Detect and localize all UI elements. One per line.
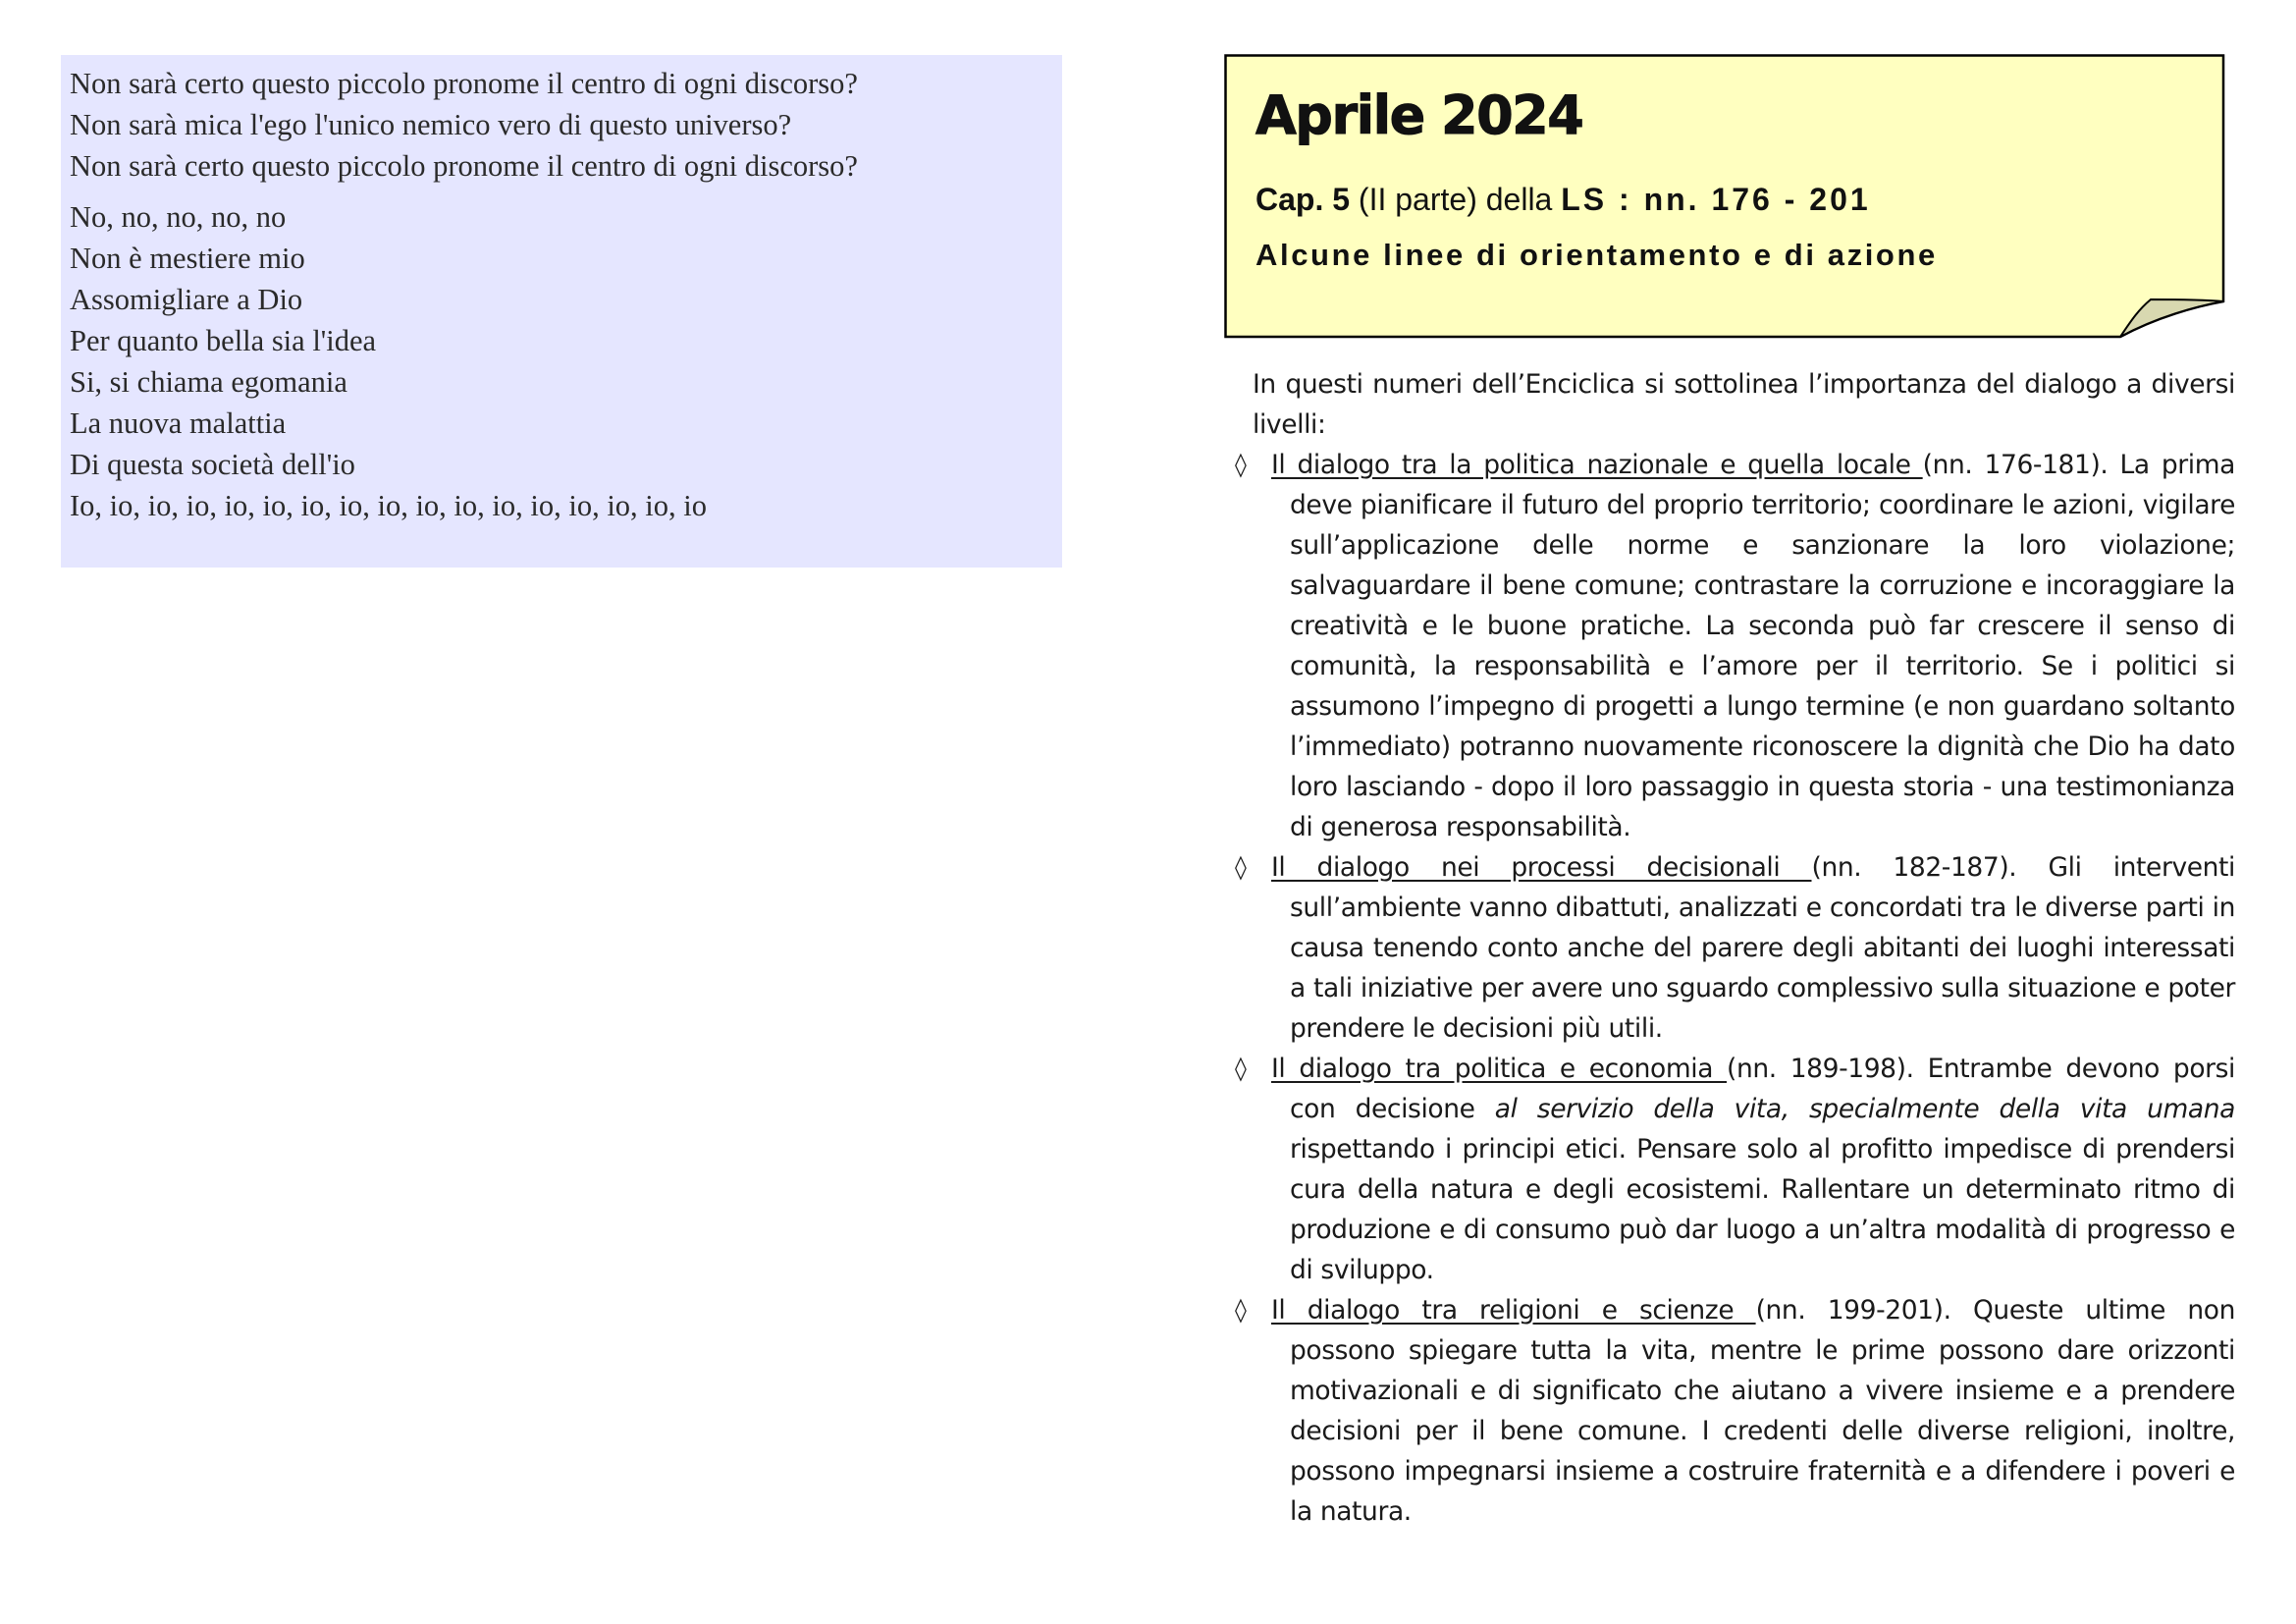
- lyrics-line: No, no, no, no, no: [70, 200, 287, 234]
- item-topic: Il dialogo tra la politica nazionale e quella locale: [1271, 450, 1923, 480]
- item-topic: Il dialogo tra politica e economia: [1271, 1054, 1728, 1084]
- item-first-line: [1271, 445, 2235, 485]
- lyrics-line: Assomigliare a Dio: [70, 283, 303, 316]
- item-topic: Il dialogo nei processi decisionali: [1271, 852, 1812, 883]
- item-ref: (nn. 199-201). Queste ultime non: [1755, 1295, 2235, 1326]
- lyrics-stanza-2: [70, 196, 1062, 526]
- item-ref: (nn. 182-187). Gli interventi: [1811, 852, 2235, 883]
- item-text: rispettando i principi etici. Pensare solo al profitto impedisce di prendersi cura della natura e degli ecosistemi. Rallentare un determinato ritmo di produzione e di consumo può dar luogo a un’altra modalità di progresso e di sviluppo.: [1290, 1134, 2235, 1285]
- lyrics-line: Non sarà certo questo piccolo pronome il centro di ogni discorso?: [70, 149, 858, 183]
- item-ref: (nn. 176-181). La prima: [1922, 450, 2236, 480]
- item-text-italic: al servizio della vita, specialmente della vita umana: [1494, 1094, 2236, 1124]
- article-body: [1235, 364, 2236, 1532]
- lyrics-line: Di questa società dell'io: [70, 448, 355, 481]
- item-text: deve pianificare il futuro del proprio territorio; coordinare le azioni, vigilare sull’applicazione delle norme e sanzionare la loro violazione; salvaguardare il bene comune; contrastare la corruzione e incoraggiare la creatività e le buone pratiche. La seconda può far crescere il senso di comunità, la responsabilità e l’amore per il territorio. Se i politici si assumono l’impegno di progetti a lungo termine (e non guardano soltanto l’immediato) potranno nuovamente riconoscere la dignità che Dio ha dato loro lasciando - dopo il loro passaggio in questa storia - una testimonianza di generosa responsabilità.: [1290, 490, 2235, 842]
- list-item: [1235, 1049, 2236, 1290]
- lyrics-line: Si, si chiama egomania: [70, 365, 347, 399]
- item-text: possono spiegare tutta la vita, mentre le prime possono dare orizzonti motivazionali e di significato che aiutano a vivere insieme e a prendere decisioni per il bene comune. I credenti delle diverse religioni, inoltre, possono impegnarsi insieme a costruire fraternità e a difendere i poveri e la natura.: [1290, 1335, 2235, 1527]
- lyrics-line: La nuova malattia: [70, 406, 287, 440]
- diamond-bullet-icon: ◊: [1235, 1296, 1247, 1324]
- lyrics-line: Non sarà certo questo piccolo pronome il centro di ogni discorso?: [70, 67, 858, 100]
- diamond-bullet-icon: ◊: [1235, 451, 1247, 478]
- list-item: [1235, 1290, 2235, 1532]
- header-note: [1224, 54, 2227, 339]
- intro-paragraph: In questi numeri dell’Enciclica si sottolinea l’importanza del dialogo a diversi livelli:: [1253, 369, 2235, 440]
- page-title: Aprile 2024: [1255, 84, 1583, 146]
- item-first-line: [1271, 1049, 2235, 1089]
- note-content: [1255, 84, 2227, 272]
- lyrics-line: Non è mestiere mio: [70, 242, 305, 275]
- diamond-bullet-icon: ◊: [1235, 1055, 1247, 1082]
- item-ref: (nn. 189-198). Entrambe devono porsi: [1727, 1054, 2236, 1084]
- lyrics-line: Per quanto bella sia l'idea: [70, 324, 377, 357]
- chapter-ls: LS : nn. 176 - 201: [1561, 182, 1871, 217]
- chapter-reference: [1255, 184, 2227, 215]
- list-item: [1235, 445, 2236, 847]
- item-first-line: [1271, 1290, 2235, 1330]
- item-first-line: [1271, 847, 2235, 888]
- list-item: [1235, 847, 2235, 1049]
- lyrics-line: Non sarà mica l'ego l'unico nemico vero di questo universo?: [70, 108, 792, 141]
- note-subtitle: Alcune linee di orientamento e di azione: [1255, 238, 1938, 272]
- lyrics-box: [61, 55, 1062, 568]
- item-text: sull’ambiente vanno dibattuti, analizzati e concordati tra le diverse parti in causa tenendo conto anche del parere degli abitanti dei luoghi interessati a tali iniziative per avere uno sguardo complessivo sulla situazione e poter prendere le decisioni più utili.: [1290, 893, 2235, 1044]
- lyrics-line: Io, io, io, io, io, io, io, io, io, io, io, io, io, io, io, io, io: [70, 489, 707, 522]
- item-topic: Il dialogo tra religioni e scienze: [1271, 1295, 1756, 1326]
- chapter-part: (II parte) della: [1350, 182, 1562, 217]
- item-text: con decisione: [1290, 1094, 1495, 1124]
- lyrics-stanza-1: [70, 63, 1062, 187]
- chapter-cap: Cap. 5: [1255, 182, 1351, 217]
- diamond-bullet-icon: ◊: [1235, 853, 1247, 881]
